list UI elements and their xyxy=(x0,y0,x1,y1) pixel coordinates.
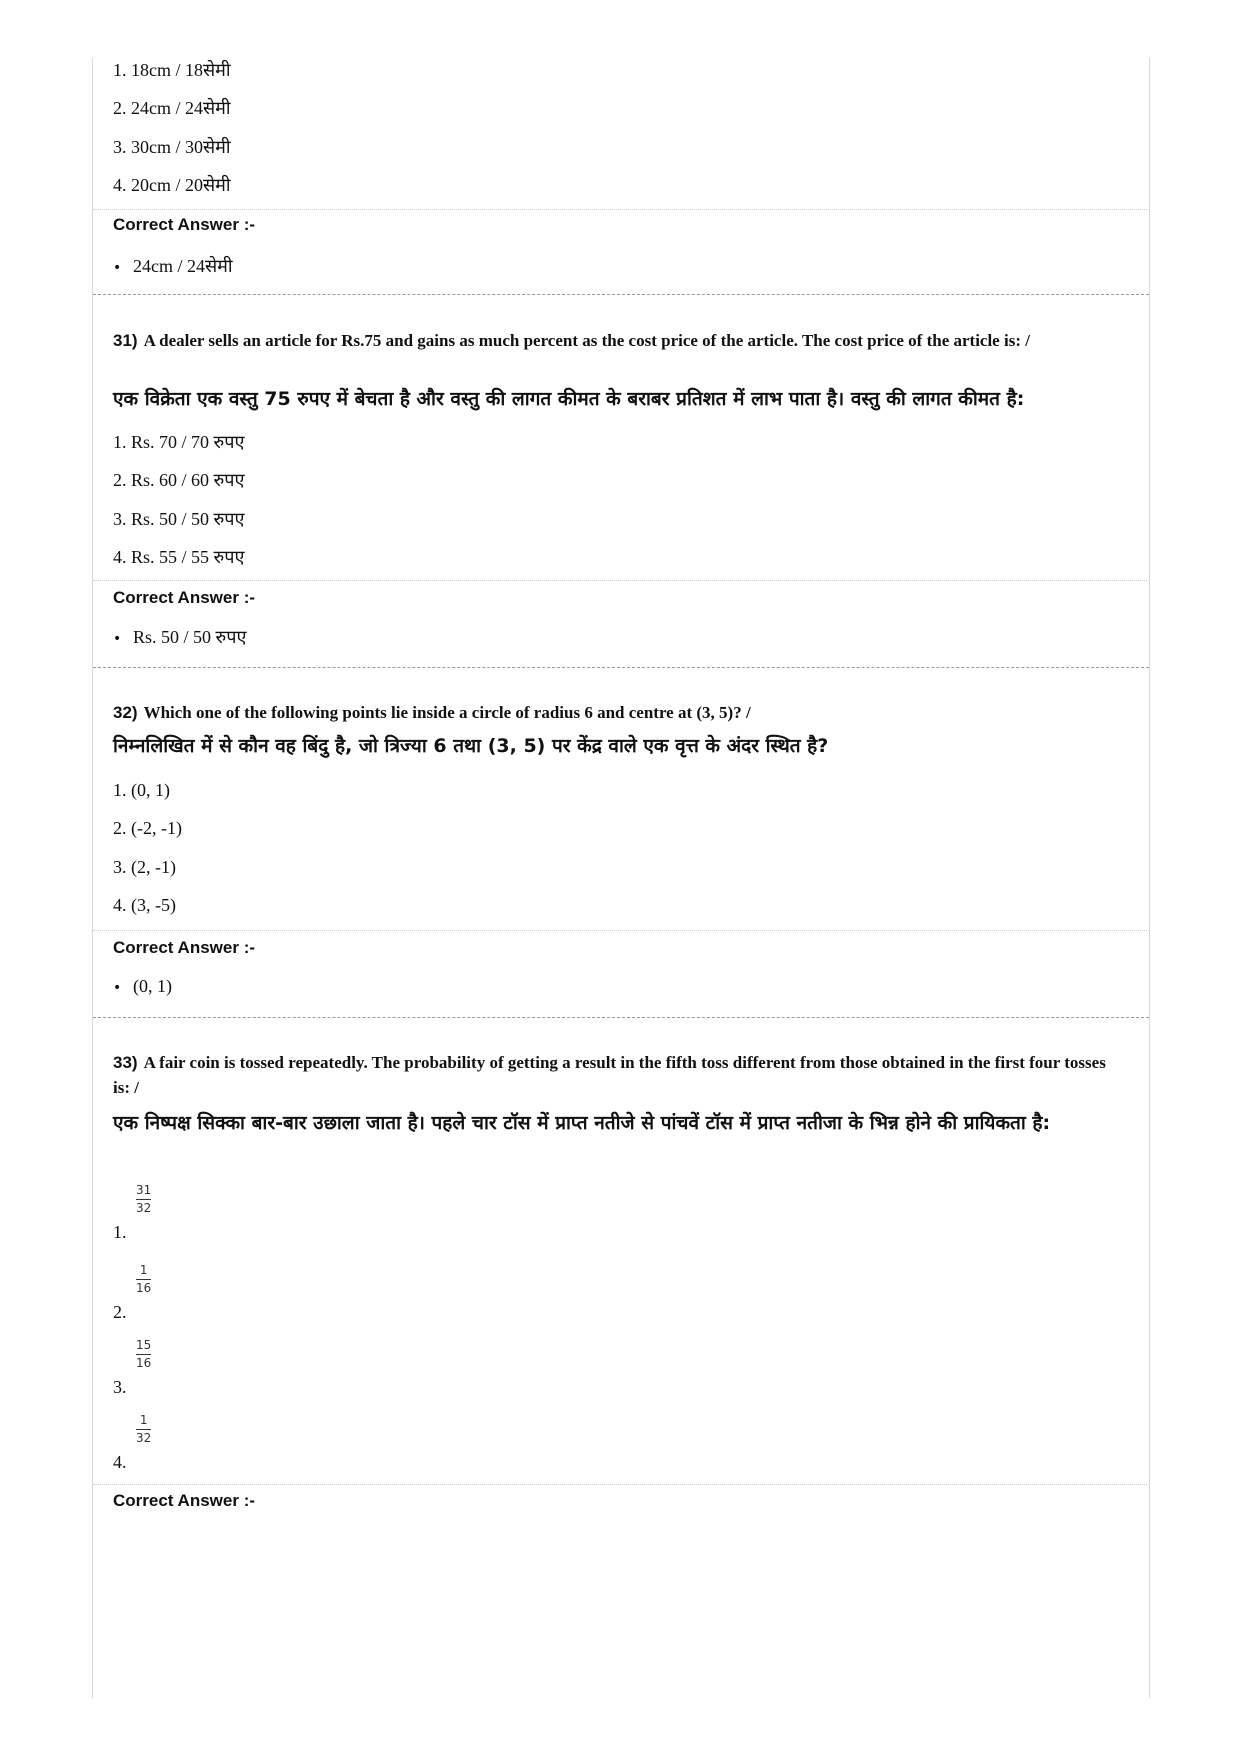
divider xyxy=(93,1484,1149,1485)
question-number: 31) xyxy=(113,331,138,350)
question-number: 32) xyxy=(113,703,138,722)
denominator: 16 xyxy=(136,1356,152,1370)
question-33-hindi: एक निष्पक्ष सिक्का बार-बार उछाला जाता है। पहले चार टॉस में प्राप्त नतीजे से पांचवें टॉस में प्राप्त नतीजा के भिन्न होने की प्रायिकता है: xyxy=(113,1112,1051,1134)
fraction-bar xyxy=(136,1279,151,1280)
question-text: A dealer sells an article for Rs.75 and gains as much percent as the cost price of the article. The cost price of the article is: / xyxy=(143,331,1030,350)
correct-answer-item xyxy=(113,976,172,997)
question-32-english xyxy=(113,700,1123,725)
question-31-hindi: एक विक्रेता एक वस्तु 75 रुपए में बेचता है और वस्तु की लागत कीमत के बराबर प्रतिशत में लाभ पाता है। वस्तु की लागत कीमत है: xyxy=(113,388,1025,410)
fraction-bar xyxy=(136,1199,151,1200)
question-text: A fair coin is tossed repeatedly. The probability of getting a result in the fifth toss different from those obtained in the first four tosses is: / xyxy=(113,1053,1106,1097)
numerator: 1 xyxy=(139,1413,148,1427)
fraction xyxy=(136,1338,151,1370)
q32-option-3: 3. (2, -1) xyxy=(113,857,176,877)
question-number: 33) xyxy=(113,1053,138,1072)
question-33-english xyxy=(113,1050,1123,1100)
correct-answer-heading: Correct Answer :- xyxy=(113,215,256,234)
denominator: 16 xyxy=(136,1281,152,1295)
correct-answer-text: Rs. 50 / 50 रुपए xyxy=(133,627,247,647)
denominator: 32 xyxy=(136,1431,152,1445)
correct-answer-item xyxy=(113,254,233,278)
prev-option-2: 2. 24cm / 24सेमी xyxy=(113,98,231,118)
q33-option-2 xyxy=(113,1263,193,1323)
q31-option-2: 2. Rs. 60 / 60 रुपए xyxy=(113,470,245,490)
option-number: 2. xyxy=(113,1302,127,1322)
q33-option-4 xyxy=(113,1413,193,1473)
correct-answer-heading: Correct Answer :- xyxy=(113,938,256,957)
prev-option-3: 3. 30cm / 30सेमी xyxy=(113,137,231,157)
q33-option-3 xyxy=(113,1338,193,1398)
question-separator xyxy=(93,1017,1149,1018)
fraction-bar xyxy=(136,1354,151,1355)
correct-answer-text: 24cm / 24सेमी xyxy=(133,256,233,276)
denominator: 32 xyxy=(136,1201,152,1215)
fraction xyxy=(136,1183,151,1215)
q33-option-1 xyxy=(113,1183,193,1243)
question-text: Which one of the following points lie inside a circle of radius 6 and centre at (3, 5)? / xyxy=(143,703,751,722)
divider xyxy=(93,580,1149,581)
question-paper-page xyxy=(92,58,1150,1698)
numerator: 1 xyxy=(139,1263,148,1277)
prev-option-4: 4. 20cm / 20सेमी xyxy=(113,175,231,195)
correct-answer-heading: Correct Answer :- xyxy=(113,588,256,607)
q31-option-3: 3. Rs. 50 / 50 रुपए xyxy=(113,509,245,529)
fraction xyxy=(136,1413,151,1445)
correct-answer-heading: Correct Answer :- xyxy=(113,1491,256,1510)
bullet-icon: • xyxy=(113,631,122,647)
question-separator xyxy=(93,294,1149,295)
option-number: 1. xyxy=(113,1222,127,1242)
question-32-hindi: निम्नलिखित में से कौन वह बिंदु है, जो त्रिज्या 6 तथा (3, 5) पर केंद्र वाले एक वृत्त के अंदर स्थित है? xyxy=(113,735,829,757)
q32-option-2: 2. (-2, -1) xyxy=(113,818,182,838)
fraction-bar xyxy=(136,1429,151,1430)
question-separator xyxy=(93,667,1149,668)
correct-answer-item xyxy=(113,625,246,649)
bullet-icon: • xyxy=(113,980,122,996)
q32-option-1: 1. (0, 1) xyxy=(113,780,170,800)
fraction xyxy=(136,1263,151,1295)
q32-option-4: 4. (3, -5) xyxy=(113,895,176,915)
numerator: 15 xyxy=(136,1338,152,1352)
prev-option-1: 1. 18cm / 18सेमी xyxy=(113,60,231,80)
q31-option-4: 4. Rs. 55 / 55 रुपए xyxy=(113,547,245,567)
divider xyxy=(93,209,1149,210)
question-31-english xyxy=(113,328,1123,353)
option-number: 4. xyxy=(113,1452,127,1472)
option-number: 3. xyxy=(113,1377,127,1397)
q31-option-1: 1. Rs. 70 / 70 रुपए xyxy=(113,432,245,452)
bullet-icon: • xyxy=(113,260,122,276)
divider xyxy=(93,930,1149,931)
correct-answer-text: (0, 1) xyxy=(133,976,172,996)
numerator: 31 xyxy=(136,1183,152,1197)
